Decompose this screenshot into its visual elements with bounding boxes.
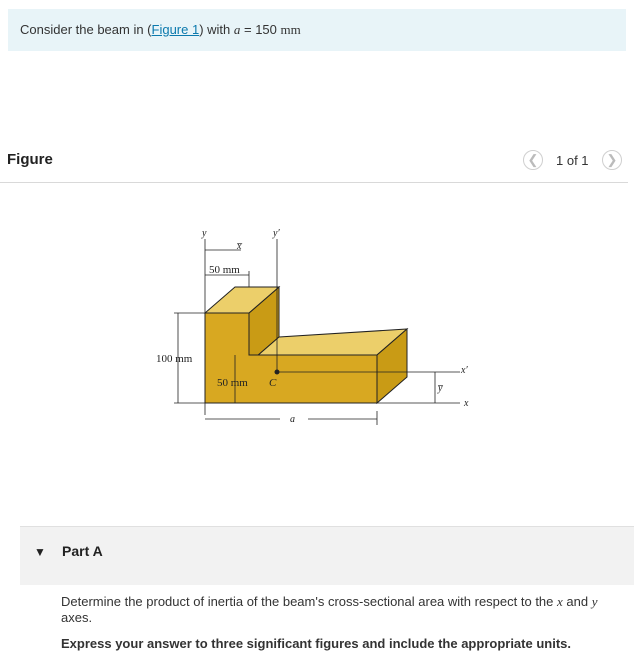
part-a-header[interactable] [20, 526, 634, 585]
intro-equals: = 150 [240, 22, 281, 37]
figure-pager: 1 of 1 [556, 153, 589, 168]
beam-figure [150, 225, 490, 435]
label-x: x [464, 398, 469, 409]
question-prefix: Determine the product of inertia of the beam's cross-sectional area with respect to the [61, 594, 558, 609]
question-middle: and [562, 594, 592, 609]
label-a: a [290, 414, 295, 425]
figure-link[interactable]: Figure 1 [151, 22, 200, 37]
figure-header [0, 148, 628, 183]
question-suffix: axes. [61, 610, 93, 625]
question-var-x: x [557, 594, 563, 609]
label-x-prime: x′ [461, 365, 468, 376]
part-a-title: Part A [62, 543, 103, 559]
answer-instruction: Express your answer to three significant figures and include the appropriate units. [61, 636, 571, 651]
intro-unit: mm [280, 22, 301, 37]
intro-prefix: Consider the beam in ( [20, 22, 152, 37]
beam-front-face [205, 313, 377, 403]
label-y: y [202, 228, 207, 239]
figure-title: Figure [7, 151, 53, 168]
label-centroid: C [269, 377, 277, 389]
collapse-caret-icon[interactable]: ▼ [34, 545, 46, 559]
label-height: 100 mm [156, 353, 193, 365]
label-y-bar: y̅ [438, 383, 443, 394]
chevron-left-icon[interactable]: ❮ [523, 150, 543, 170]
centroid-dot [275, 370, 280, 375]
question-var-y: y [591, 594, 598, 609]
question-text [61, 594, 606, 626]
problem-intro [8, 9, 626, 51]
label-top-width: 50 mm [209, 264, 240, 276]
label-x-bar: x̅ [237, 241, 242, 252]
beam-diagram [150, 225, 490, 435]
intro-suffix: ) with [199, 22, 234, 37]
intro-var-a: a [233, 22, 241, 37]
chevron-right-icon[interactable]: ❯ [602, 150, 622, 170]
label-thickness: 50 mm [217, 377, 248, 389]
label-y-prime: y′ [273, 228, 280, 239]
